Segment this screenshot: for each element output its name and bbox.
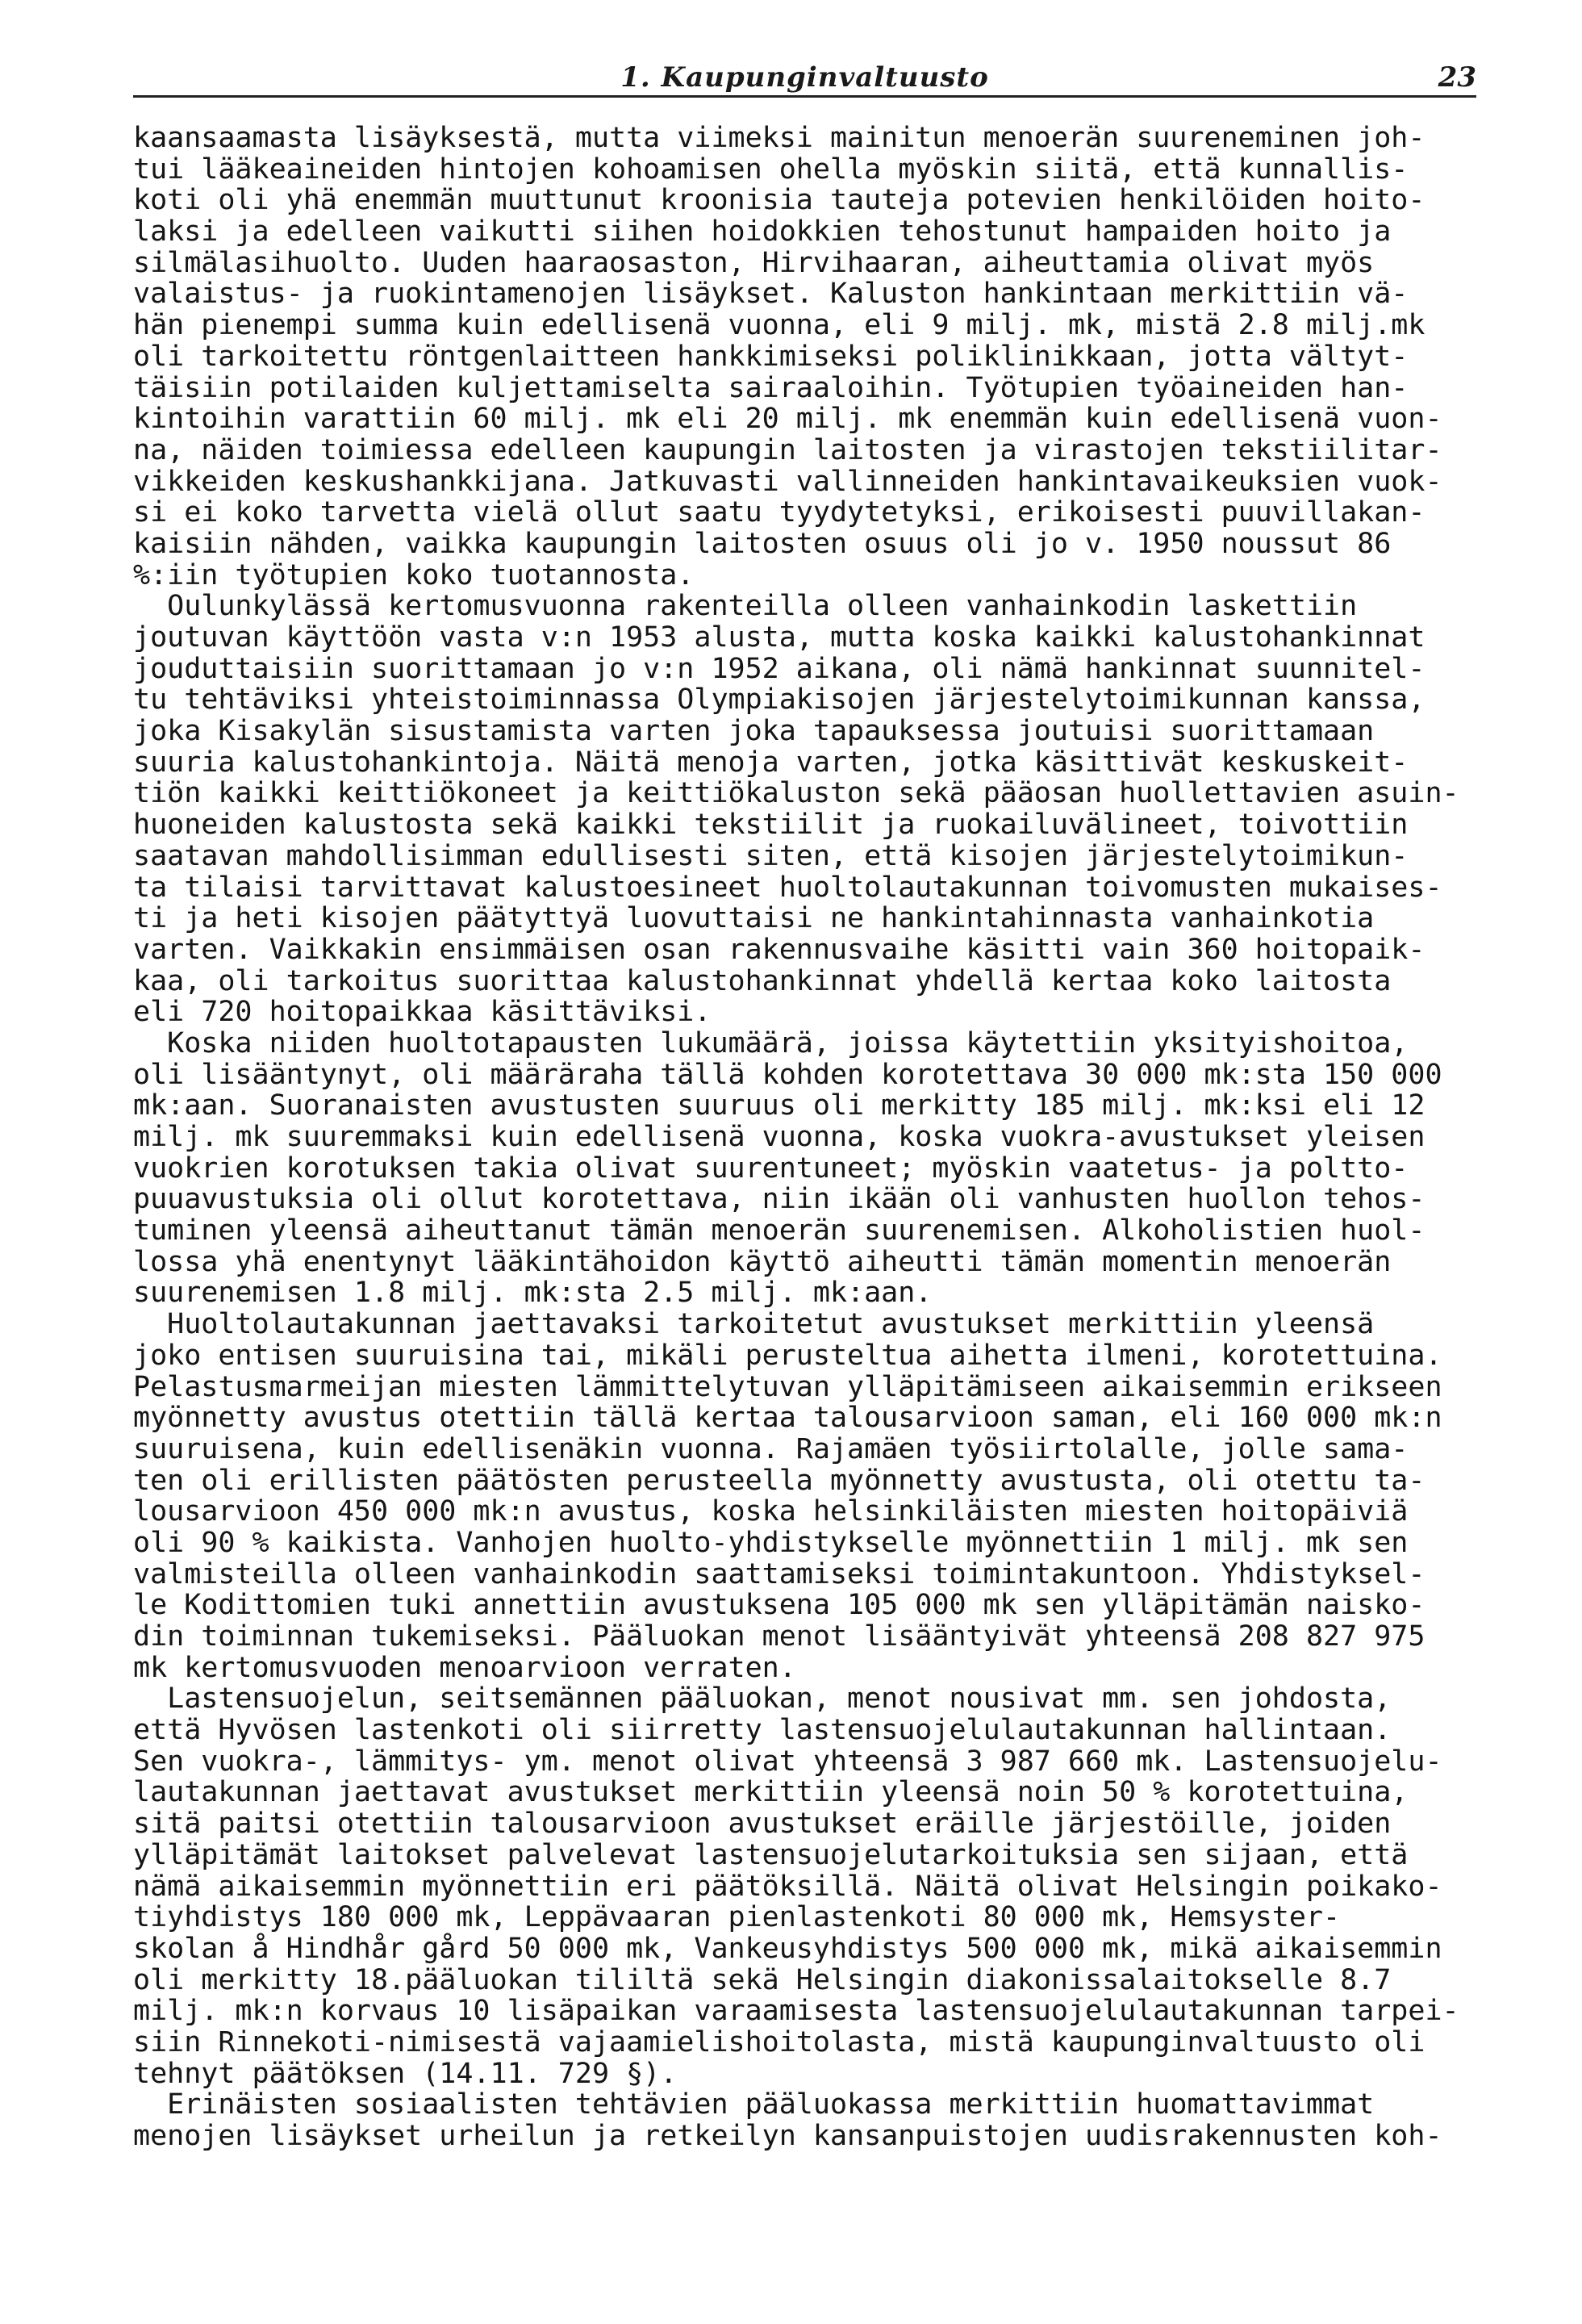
- text-line: puuavustuksia oli ollut korotettava, niin ikään oli vanhusten huollon tehos-: [133, 1183, 1425, 1216]
- text-line: tiyhdistys 180 000 mk, Leppävaaran pienlastenkoti 80 000 mk, Hemsyster-: [133, 1901, 1341, 1934]
- text-line: tuminen yleensä aiheuttanut tämän menoerän suurenemisen. Alkoholistien huol-: [133, 1214, 1425, 1248]
- text-line: siin Rinnekoti-nimisestä vajaamielishoitolasta, mistä kaupunginvaltuusto oli: [133, 2025, 1425, 2059]
- text-line: kaisiin nähden, vaikka kaupungin laitosten osuus oli jo v. 1950 noussut 86: [133, 527, 1392, 560]
- page-number: 23: [1438, 61, 1476, 94]
- text-line: huoneiden kalustosta sekä kaikki tekstiilit ja ruokailuvälineet, toivottiin: [133, 809, 1409, 842]
- text-line: ti ja heti kisojen päätyttyä luovuttaisi ne hankintahinnasta vanhainkotia: [133, 902, 1375, 935]
- text-line: kaansaamasta lisäyksestä, mutta viimeksi mainitun menoerän suureneminen joh-: [133, 122, 1425, 154]
- text-line: myönnetty avustus otettiin tällä kertaa talousarvioon saman, eli 160 000 mk:n: [133, 1402, 1442, 1435]
- text-line: Oulunkylässä kertomusvuonna rakenteilla olleen vanhainkodin laskettiin: [133, 590, 1358, 623]
- text-line: ta tilaisi tarvittavat kalustoesineet huoltolautakunnan toivomusten mukaises-: [133, 871, 1442, 904]
- text-line: joutuvan käyttöön vasta v:n 1953 alusta, mutta koska kaikki kalustohankinnat: [133, 621, 1425, 654]
- text-line: Erinäisten sosiaalisten tehtävien pääluokassa merkittiin huomattavimmat: [133, 2088, 1375, 2121]
- text-line: suuruisena, kuin edellisenäkin vuonna. Rajamäen työsiirtolalle, jolle sama-: [133, 1432, 1409, 1465]
- text-line: kintoihin varattiin 60 milj. mk eli 20 milj. mk enemmän kuin edellisenä vuon-: [133, 403, 1442, 436]
- text-line: laksi ja edelleen vaikutti siihen hoidokkien tehostunut hampaiden hoito ja: [133, 215, 1392, 249]
- text-line: Koska niiden huoltotapausten lukumäärä, joissa käytettiin yksityishoitoa,: [133, 1026, 1409, 1060]
- text-line: tu tehtäviksi yhteistoiminnassa Olympiakisojen järjestelytoimikunnan kanssa,: [133, 683, 1425, 717]
- text-line: sitä paitsi otettiin talousarvioon avustukset eräille järjestöille, joiden: [133, 1808, 1392, 1841]
- text-line: na, näiden toimiessa edelleen kaupungin laitosten ja virastojen tekstiilitar-: [133, 433, 1442, 466]
- text-line: silmälasihuolto. Uuden haaraosaston, Hirvihaaran, aiheuttamia olivat myös: [133, 246, 1375, 279]
- text-line: mk kertomusvuoden menoarvioon verraten.: [133, 1651, 796, 1684]
- text-line: menojen lisäykset urheilun ja retkeilyn kansanpuistojen uudisrakennusten koh-: [133, 2120, 1442, 2152]
- text-line: oli merkitty 18.pääluokan tililtä sekä Helsingin diakonissalaitokselle 8.7: [133, 1963, 1392, 1996]
- body-text: [133, 123, 1505, 2152]
- text-line: ylläpitämät laitokset palvelevat lastensuojelutarkoituksia sen sijaan, että: [133, 1838, 1409, 1871]
- text-line: lautakunnan jaettavat avustukset merkittiin yleensä noin 50 % korotettuina,: [133, 1776, 1409, 1809]
- text-line: kaa, oli tarkoitus suorittaa kalustohankinnat yhdellä kertaa koko laitosta: [133, 964, 1392, 997]
- text-line: varten. Vaikkakin ensimmäisen osan rakennusvaihe käsitti vain 360 hoitopaik-: [133, 933, 1425, 966]
- text-line: le Kodittomien tuki annettiin avustuksena 105 000 mk sen ylläpitämän naisko-: [133, 1589, 1425, 1622]
- text-line: skolan å Hindhår gård 50 000 mk, Vankeusyhdistys 500 000 mk, mikä aikaisemmin: [133, 1932, 1442, 1965]
- text-line: koti oli yhä enemmän muuttunut kroonisia tauteja potevien henkilöiden hoito-: [133, 184, 1425, 217]
- text-line: si ei koko tarvetta vielä ollut saatu tyydytetyksi, erikoisesti puuvillakan-: [133, 496, 1425, 529]
- text-line: oli lisääntynyt, oli määräraha tällä kohden korotettava 30 000 mk:sta 150 000: [133, 1058, 1442, 1091]
- text-line: joka Kisakylän sisustamista varten joka tapauksessa joutuisi suorittamaan: [133, 715, 1375, 748]
- text-line: tehnyt päätöksen (14.11. 729 §).: [133, 2057, 678, 2090]
- text-line: saatavan mahdollisimman edullisesti siten, että kisojen järjestelytoimikun-: [133, 839, 1409, 872]
- text-line: valaistus- ja ruokintamenojen lisäykset. Kaluston hankintaan merkittiin vä-: [133, 278, 1409, 311]
- text-line: lousarvioon 450 000 mk:n avustus, koska helsinkiläisten miesten hoitopäiviä: [133, 1495, 1409, 1528]
- page-header: [133, 47, 1476, 98]
- text-line: milj. mk:n korvaus 10 lisäpaikan varaamisesta lastensuojelulautakunnan tarpei-: [133, 1995, 1459, 2028]
- text-line: mk:aan. Suoranaisten avustusten suuruus oli merkitty 185 milj. mk:ksi eli 12: [133, 1089, 1425, 1122]
- text-line: tui lääkeaineiden hintojen kohoamisen ohella myöskin siitä, että kunnallis-: [133, 153, 1409, 186]
- text-line: jouduttaisiin suorittamaan jo v:n 1952 aikana, oli nämä hankinnat suunnitel-: [133, 652, 1425, 685]
- text-line: Lastensuojelun, seitsemännen pääluokan, menot nousivat mm. sen johdosta,: [133, 1682, 1392, 1716]
- text-line: että Hyvösen lastenkoti oli siirretty lastensuojelulautakunnan hallintaan.: [133, 1714, 1392, 1747]
- text-line: %:iin työtupien koko tuotannosta.: [133, 558, 695, 591]
- text-line: suurenemisen 1.8 milj. mk:sta 2.5 milj. mk:aan.: [133, 1277, 933, 1310]
- text-line: ten oli erillisten päätösten perusteella myönnetty avustusta, oli otettu ta-: [133, 1464, 1425, 1497]
- text-line: joko entisen suuruisina tai, mikäli perusteltua aihetta ilmeni, korotettuina.: [133, 1339, 1442, 1372]
- text-line: eli 720 hoitopaikkaa käsittäviksi.: [133, 996, 712, 1029]
- text-line: vuokrien korotuksen takia olivat suurentuneet; myöskin vaatetus- ja poltto-: [133, 1152, 1409, 1185]
- text-line: oli tarkoitettu röntgenlaitteen hankkimiseksi poliklinikkaan, jotta vältyt-: [133, 340, 1409, 373]
- text-line: tiön kaikki keittiökoneet ja keittiökaluston sekä pääosan huollettavien asuin-: [133, 777, 1459, 810]
- page-title: 1. Kaupunginvaltuusto: [620, 61, 989, 94]
- text-line: vikkeiden keskushankkijana. Jatkuvasti vallinneiden hankintavaikeuksien vuok-: [133, 465, 1442, 498]
- text-line: lossa yhä enentynyt lääkintähoidon käyttö aiheutti tämän momentin menoerän: [133, 1245, 1392, 1278]
- text-line: Huoltolautakunnan jaettavaksi tarkoitetut avustukset merkittiin yleensä: [133, 1308, 1375, 1341]
- text-line: nämä aikaisemmin myönnettiin eri päätöksillä. Näitä olivat Helsingin poikako-: [133, 1870, 1442, 1903]
- text-line: suuria kalustohankintoja. Näitä menoja varten, jotka käsittivät keskuskeit-: [133, 746, 1409, 779]
- text-line: Pelastusmarmeijan miesten lämmittelytuvan ylläpitämiseen aikaisemmin erikseen: [133, 1370, 1442, 1403]
- text-line: din toiminnan tukemiseksi. Pääluokan menot lisääntyivät yhteensä 208 827 975: [133, 1620, 1425, 1653]
- text-line: hän pienempi summa kuin edellisenä vuonna, eli 9 milj. mk, mistä 2.8 milj.mk: [133, 309, 1425, 342]
- text-line: täisiin potilaiden kuljettamiselta sairaaloihin. Työtupien työaineiden han-: [133, 371, 1409, 404]
- text-line: oli 90 % kaikista. Vanhojen huolto-yhdistykselle myönnettiin 1 milj. mk sen: [133, 1526, 1409, 1559]
- text-line: milj. mk suuremmaksi kuin edellisenä vuonna, koska vuokra-avustukset yleisen: [133, 1121, 1425, 1153]
- text-line: valmisteilla olleen vanhainkodin saattamiseksi toimintakuntoon. Yhdistyksel-: [133, 1557, 1425, 1590]
- text-line: Sen vuokra-, lämmitys- ym. menot olivat yhteensä 3 987 660 mk. Lastensuojelu-: [133, 1745, 1442, 1778]
